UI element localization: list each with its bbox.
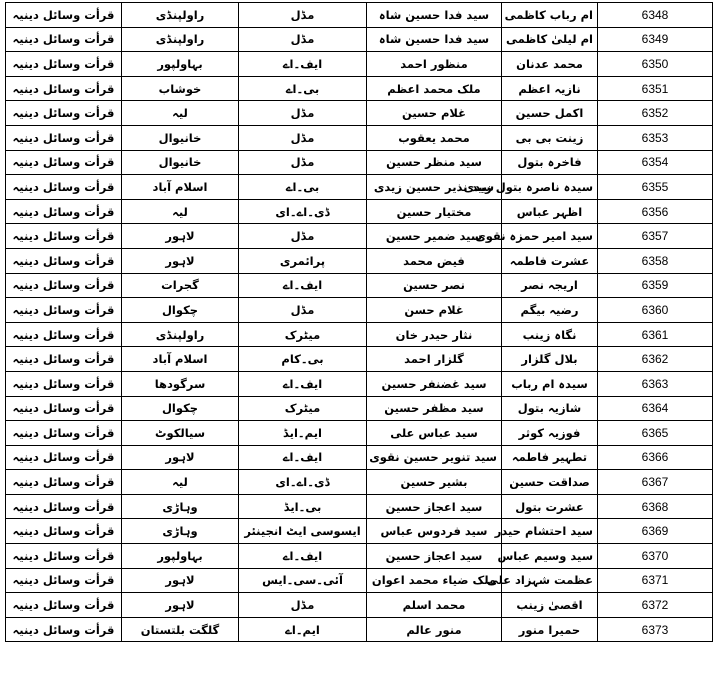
city-cell: وہاڑی	[122, 519, 239, 544]
table-row	[6, 3, 713, 28]
name-cell: فوزیہ کوثر	[502, 421, 598, 446]
education-cell: مڈل	[239, 593, 367, 618]
father-name-cell: سید عباس علی	[367, 421, 502, 446]
name-cell: شازیہ بتول	[502, 396, 598, 421]
city-cell: چکوال	[122, 298, 239, 323]
father-name-cell: غلام حسن	[367, 298, 502, 323]
education-cell: ڈی۔اے۔ای	[239, 199, 367, 224]
table-row	[6, 199, 713, 224]
education-cell: ایف۔اے	[239, 445, 367, 470]
father-name-cell: ملک ضیاء محمد اعوان	[367, 568, 502, 593]
name-cell: محمد عدنان	[502, 52, 598, 77]
name-cell: صداقت حسین	[502, 470, 598, 495]
serial-number-cell: 6360	[598, 298, 713, 323]
city-cell: بہاولپور	[122, 52, 239, 77]
table-row	[6, 322, 713, 347]
father-name-cell: گلزار احمد	[367, 347, 502, 372]
course-cell: قرأت وسائل دینیہ	[6, 224, 122, 249]
course-cell: قرأت وسائل دینیہ	[6, 519, 122, 544]
education-cell: بی۔اے	[239, 76, 367, 101]
city-cell: لاہور	[122, 445, 239, 470]
course-cell: قرأت وسائل دینیہ	[6, 494, 122, 519]
city-cell: خوشاب	[122, 76, 239, 101]
serial-number-cell: 6359	[598, 273, 713, 298]
name-cell: تطہیر فاطمہ	[502, 445, 598, 470]
father-name-cell: سید مظفر حسین	[367, 396, 502, 421]
city-cell: لاہور	[122, 568, 239, 593]
education-cell: مڈل	[239, 298, 367, 323]
serial-number-cell: 6371	[598, 568, 713, 593]
table-row	[6, 371, 713, 396]
serial-number-cell: 6367	[598, 470, 713, 495]
serial-number-cell: 6365	[598, 421, 713, 446]
serial-number-cell: 6370	[598, 544, 713, 569]
course-cell: قرأت وسائل دینیہ	[6, 544, 122, 569]
serial-number-cell: 6348	[598, 3, 713, 28]
serial-number-cell: 6356	[598, 199, 713, 224]
father-name-cell: منور عالم	[367, 617, 502, 642]
serial-number-cell: 6357	[598, 224, 713, 249]
serial-number-cell: 6363	[598, 371, 713, 396]
city-cell: سرگودھا	[122, 371, 239, 396]
serial-number-cell: 6362	[598, 347, 713, 372]
serial-number-cell: 6372	[598, 593, 713, 618]
city-cell: اسلام آباد	[122, 347, 239, 372]
course-cell: قرأت وسائل دینیہ	[6, 52, 122, 77]
table-row	[6, 52, 713, 77]
serial-number-cell: 6364	[598, 396, 713, 421]
city-cell: لاہور	[122, 248, 239, 273]
serial-number-cell: 6353	[598, 125, 713, 150]
serial-number-cell: 6351	[598, 76, 713, 101]
education-cell: ایم۔اے	[239, 617, 367, 642]
city-cell: راولپنڈی	[122, 27, 239, 52]
name-cell: اکمل حسین	[502, 101, 598, 126]
course-cell: قرأت وسائل دینیہ	[6, 125, 122, 150]
name-cell: عشرت بتول	[502, 494, 598, 519]
course-cell: قرأت وسائل دینیہ	[6, 470, 122, 495]
course-cell: قرأت وسائل دینیہ	[6, 27, 122, 52]
table-row	[6, 421, 713, 446]
name-cell: حمیرا منور	[502, 617, 598, 642]
city-cell: سیالکوٹ	[122, 421, 239, 446]
records-body	[6, 3, 713, 642]
education-cell: ایف۔اے	[239, 371, 367, 396]
education-cell: ایف۔اے	[239, 52, 367, 77]
serial-number-cell: 6361	[598, 322, 713, 347]
records-sheet	[5, 2, 669, 642]
course-cell: قرأت وسائل دینیہ	[6, 568, 122, 593]
name-cell: سید احتشام حیدر	[502, 519, 598, 544]
course-cell: قرأت وسائل دینیہ	[6, 273, 122, 298]
table-row	[6, 470, 713, 495]
father-name-cell: مختیار حسین	[367, 199, 502, 224]
city-cell: گلگت بلتستان	[122, 617, 239, 642]
serial-number-cell: 6350	[598, 52, 713, 77]
table-row	[6, 445, 713, 470]
table-row	[6, 175, 713, 200]
father-name-cell: محمد یعقوب	[367, 125, 502, 150]
city-cell: لیہ	[122, 199, 239, 224]
education-cell: میٹرک	[239, 396, 367, 421]
father-name-cell: سید ضمیر حسین	[367, 224, 502, 249]
father-name-cell: نصر حسین	[367, 273, 502, 298]
father-name-cell: سید فدا حسین شاہ	[367, 27, 502, 52]
course-cell: قرأت وسائل دینیہ	[6, 199, 122, 224]
father-name-cell: سید نذیر حسین زیدی	[367, 175, 502, 200]
name-cell: سیدہ ام رباب	[502, 371, 598, 396]
table-row	[6, 76, 713, 101]
serial-number-cell: 6358	[598, 248, 713, 273]
course-cell: قرأت وسائل دینیہ	[6, 150, 122, 175]
course-cell: قرأت وسائل دینیہ	[6, 76, 122, 101]
name-cell: نگاہ زینب	[502, 322, 598, 347]
city-cell: لاہور	[122, 224, 239, 249]
education-cell: میٹرک	[239, 322, 367, 347]
course-cell: قرأت وسائل دینیہ	[6, 101, 122, 126]
education-cell: بی۔کام	[239, 347, 367, 372]
father-name-cell: سید فردوس عباس	[367, 519, 502, 544]
father-name-cell: غلام حسین	[367, 101, 502, 126]
name-cell: سید امیر حمزہ نقوی	[502, 224, 598, 249]
name-cell: سید وسیم عباس	[502, 544, 598, 569]
education-cell: ایم۔ایڈ	[239, 421, 367, 446]
father-name-cell: سید تنویر حسین نقوی	[367, 445, 502, 470]
education-cell: پرائمری	[239, 248, 367, 273]
education-cell: مڈل	[239, 101, 367, 126]
course-cell: قرأت وسائل دینیہ	[6, 175, 122, 200]
table-row	[6, 396, 713, 421]
father-name-cell: محمد اسلم	[367, 593, 502, 618]
table-row	[6, 617, 713, 642]
father-name-cell: ملک محمد اعظم	[367, 76, 502, 101]
education-cell: مڈل	[239, 27, 367, 52]
table-row	[6, 125, 713, 150]
name-cell: اقصیٰ زینب	[502, 593, 598, 618]
city-cell: خانیوال	[122, 125, 239, 150]
education-cell: ایسوسی ایٹ انجینئر	[239, 519, 367, 544]
course-cell: قرأت وسائل دینیہ	[6, 396, 122, 421]
table-row	[6, 298, 713, 323]
name-cell: اظہر عباس	[502, 199, 598, 224]
course-cell: قرأت وسائل دینیہ	[6, 371, 122, 396]
education-cell: بی۔اے	[239, 175, 367, 200]
father-name-cell: بشیر حسین	[367, 470, 502, 495]
serial-number-cell: 6354	[598, 150, 713, 175]
city-cell: لیہ	[122, 101, 239, 126]
city-cell: گجرات	[122, 273, 239, 298]
city-cell: اسلام آباد	[122, 175, 239, 200]
course-cell: قرأت وسائل دینیہ	[6, 298, 122, 323]
table-row	[6, 150, 713, 175]
table-row	[6, 568, 713, 593]
education-cell: مڈل	[239, 3, 367, 28]
name-cell: عشرت فاطمہ	[502, 248, 598, 273]
serial-number-cell: 6373	[598, 617, 713, 642]
course-cell: قرأت وسائل دینیہ	[6, 421, 122, 446]
table-row	[6, 593, 713, 618]
table-row	[6, 224, 713, 249]
serial-number-cell: 6369	[598, 519, 713, 544]
name-cell: بلال گلزار	[502, 347, 598, 372]
serial-number-cell: 6366	[598, 445, 713, 470]
name-cell: رضیہ بیگم	[502, 298, 598, 323]
table-row	[6, 248, 713, 273]
father-name-cell: سید اعجاز حسین	[367, 544, 502, 569]
course-cell: قرأت وسائل دینیہ	[6, 617, 122, 642]
father-name-cell: سید منظر حسین	[367, 150, 502, 175]
serial-number-cell: 6349	[598, 27, 713, 52]
course-cell: قرأت وسائل دینیہ	[6, 3, 122, 28]
city-cell: خانیوال	[122, 150, 239, 175]
father-name-cell: سید اعجاز حسین	[367, 494, 502, 519]
city-cell: وہاڑی	[122, 494, 239, 519]
table-row	[6, 273, 713, 298]
father-name-cell: فیض محمد	[367, 248, 502, 273]
city-cell: لیہ	[122, 470, 239, 495]
course-cell: قرأت وسائل دینیہ	[6, 322, 122, 347]
education-cell: ایف۔اے	[239, 273, 367, 298]
table-row	[6, 519, 713, 544]
education-cell: آئی۔سی۔ایس	[239, 568, 367, 593]
name-cell: فاخرہ بتول	[502, 150, 598, 175]
name-cell: ام لیلیٰ کاظمی	[502, 27, 598, 52]
education-cell: بی۔ایڈ	[239, 494, 367, 519]
father-name-cell: منظور احمد	[367, 52, 502, 77]
name-cell: نازیہ اعظم	[502, 76, 598, 101]
serial-number-cell: 6352	[598, 101, 713, 126]
table-row	[6, 494, 713, 519]
education-cell: مڈل	[239, 125, 367, 150]
city-cell: راولپنڈی	[122, 3, 239, 28]
city-cell: راولپنڈی	[122, 322, 239, 347]
father-name-cell: نثار حیدر خان	[367, 322, 502, 347]
education-cell: مڈل	[239, 150, 367, 175]
course-cell: قرأت وسائل دینیہ	[6, 347, 122, 372]
name-cell: عظمت شہزاد علی	[502, 568, 598, 593]
table-row	[6, 27, 713, 52]
city-cell: بہاولپور	[122, 544, 239, 569]
name-cell: زینت بی بی	[502, 125, 598, 150]
father-name-cell: سید فدا حسین شاہ	[367, 3, 502, 28]
education-cell: ڈی۔اے۔ای	[239, 470, 367, 495]
serial-number-cell: 6355	[598, 175, 713, 200]
table-row	[6, 347, 713, 372]
name-cell: سیدہ ناصرہ بتول زیدی	[502, 175, 598, 200]
table-row	[6, 544, 713, 569]
name-cell: ام رباب کاظمی	[502, 3, 598, 28]
records-table	[5, 2, 713, 642]
father-name-cell: سید غضنفر حسین	[367, 371, 502, 396]
name-cell: اریجہ نصر	[502, 273, 598, 298]
city-cell: لاہور	[122, 593, 239, 618]
course-cell: قرأت وسائل دینیہ	[6, 593, 122, 618]
course-cell: قرأت وسائل دینیہ	[6, 248, 122, 273]
serial-number-cell: 6368	[598, 494, 713, 519]
education-cell: ایف۔اے	[239, 544, 367, 569]
course-cell: قرأت وسائل دینیہ	[6, 445, 122, 470]
city-cell: چکوال	[122, 396, 239, 421]
table-row	[6, 101, 713, 126]
education-cell: مڈل	[239, 224, 367, 249]
